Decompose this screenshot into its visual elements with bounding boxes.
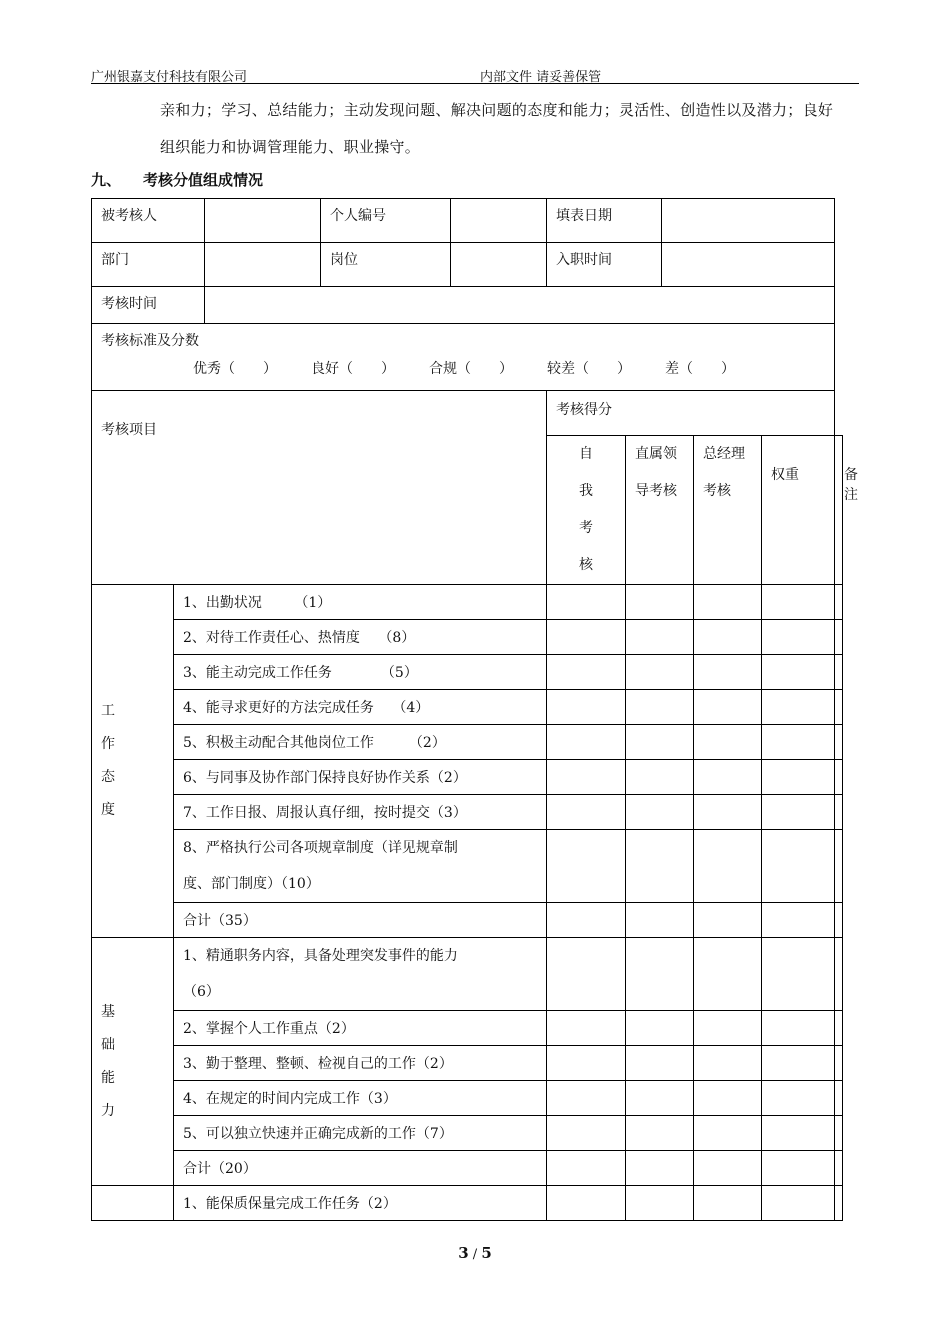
- score-cell[interactable]: [835, 620, 843, 655]
- score-cell[interactable]: [694, 760, 762, 795]
- self-assessment-header: 自 我 考 核: [547, 436, 626, 585]
- score-cell[interactable]: [626, 620, 694, 655]
- attitude-row-3: [92, 655, 843, 690]
- score-cell[interactable]: [547, 938, 626, 1011]
- item-header: 考核项目: [92, 391, 547, 585]
- info-row-2: [92, 243, 843, 287]
- label-appraisal-time: 考核时间: [92, 287, 205, 324]
- score-cell[interactable]: [694, 903, 762, 938]
- standard-row: [92, 324, 843, 391]
- attitude-item-1: 1、出勤状况 （1）: [174, 585, 547, 620]
- score-cell[interactable]: [626, 938, 694, 1011]
- next-item-1: 1、能保质保量完成工作任务（2）: [174, 1186, 547, 1221]
- score-cell[interactable]: [835, 903, 843, 938]
- score-cell[interactable]: [626, 690, 694, 725]
- score-cell[interactable]: [835, 1116, 843, 1151]
- company-name: 广州银嘉支付科技有限公司: [91, 70, 248, 85]
- attitude-row-6: [92, 760, 843, 795]
- attitude-item-5: 5、积极主动配合其他岗位工作 （2）: [174, 725, 547, 760]
- ability-item-2: 2、掌握个人工作重点（2）: [174, 1011, 547, 1046]
- score-cell[interactable]: [762, 620, 835, 655]
- score-cell[interactable]: [762, 795, 835, 830]
- ability-row-3: [92, 1046, 843, 1081]
- score-cell[interactable]: [626, 1046, 694, 1081]
- label-fill-date: 填表日期: [547, 199, 662, 243]
- appraisee-field[interactable]: [205, 199, 321, 243]
- score-cell[interactable]: [762, 830, 835, 903]
- gm-assessment-header: 总经理 考核: [694, 436, 762, 585]
- score-cell[interactable]: [762, 1081, 835, 1116]
- ability-item-1: 1、精通职务内容，具备处理突发事件的能力 （6）: [174, 938, 547, 1011]
- option-poor[interactable]: 较差（ ）: [547, 361, 631, 377]
- score-cell[interactable]: [547, 1046, 626, 1081]
- score-cell[interactable]: [762, 1151, 835, 1186]
- score-cell[interactable]: [762, 938, 835, 1011]
- score-cell[interactable]: [835, 585, 843, 620]
- score-cell[interactable]: [762, 903, 835, 938]
- category-next: [92, 1186, 174, 1221]
- score-cell[interactable]: [547, 903, 626, 938]
- category-ability: 基 础 能 力: [92, 938, 174, 1186]
- appraisal-table: [91, 198, 859, 1221]
- score-cell[interactable]: [626, 760, 694, 795]
- score-cell[interactable]: [762, 1011, 835, 1046]
- option-good[interactable]: 良好（ ）: [311, 361, 395, 377]
- score-cell[interactable]: [626, 903, 694, 938]
- remark-header: 备注: [835, 436, 843, 585]
- score-header-row: [92, 391, 843, 436]
- ability-row-4: [92, 1081, 843, 1116]
- score-cell[interactable]: [547, 1081, 626, 1116]
- score-cell[interactable]: [694, 620, 762, 655]
- score-cell[interactable]: [694, 725, 762, 760]
- time-row: [92, 287, 843, 324]
- score-cell[interactable]: [694, 655, 762, 690]
- score-cell[interactable]: [547, 690, 626, 725]
- ability-item-4: 4、在规定的时间内完成工作（3）: [174, 1081, 547, 1116]
- score-cell[interactable]: [547, 725, 626, 760]
- header-divider: [91, 83, 859, 84]
- attitude-item-7: 7、工作日报、周报认真仔细，按时提交（3）: [174, 795, 547, 830]
- attitude-item-4: 4、能寻求更好的方法完成任务 （4）: [174, 690, 547, 725]
- confidential-notice: 内部文件 请妥善保管: [480, 70, 602, 85]
- score-cell[interactable]: [835, 938, 843, 1011]
- section-number: 九、: [91, 171, 122, 189]
- score-cell[interactable]: [547, 1151, 626, 1186]
- score-cell[interactable]: [694, 1011, 762, 1046]
- score-cell[interactable]: [547, 1186, 626, 1221]
- next-category-row-1: [92, 1186, 843, 1221]
- score-cell[interactable]: [835, 690, 843, 725]
- attitude-row-2: [92, 620, 843, 655]
- info-row-1: [92, 199, 843, 243]
- attitude-total-row: [92, 903, 843, 938]
- score-cell[interactable]: [835, 725, 843, 760]
- score-cell[interactable]: [835, 1081, 843, 1116]
- score-cell[interactable]: [547, 585, 626, 620]
- score-cell[interactable]: [626, 585, 694, 620]
- section-title-text: 考核分值组成情况: [143, 171, 264, 189]
- standard-label: 考核标准及分数: [101, 333, 199, 349]
- score-cell[interactable]: [547, 655, 626, 690]
- score-cell[interactable]: [694, 1116, 762, 1151]
- fill-date-field[interactable]: [662, 199, 835, 243]
- score-cell[interactable]: [694, 1186, 762, 1221]
- score-cell[interactable]: [626, 1116, 694, 1151]
- attitude-total: 合计（35）: [174, 903, 547, 938]
- score-cell[interactable]: [694, 585, 762, 620]
- score-cell[interactable]: [835, 795, 843, 830]
- ability-item-3: 3、勤于整理、整顿、检视自己的工作（2）: [174, 1046, 547, 1081]
- score-cell[interactable]: [626, 1186, 694, 1221]
- page-separator: /: [468, 1247, 482, 1262]
- score-cell[interactable]: [762, 760, 835, 795]
- intro-line-1: 亲和力；学习、总结能力；主动发现问题、解决问题的态度和能力；灵活性、创造性以及潜力；良好: [160, 101, 834, 119]
- ability-total: 合计（20）: [174, 1151, 547, 1186]
- option-compliant[interactable]: 合规（ ）: [429, 361, 513, 377]
- ability-total-row: [92, 1151, 843, 1186]
- page-number: [0, 1244, 950, 1262]
- hire-date-field[interactable]: [662, 243, 835, 287]
- label-hire-date: 入职时间: [547, 243, 662, 287]
- employee-id-field[interactable]: [451, 199, 547, 243]
- attitude-row-8: [92, 830, 843, 903]
- current-page: 3: [458, 1244, 469, 1262]
- score-cell[interactable]: [694, 938, 762, 1011]
- score-cell[interactable]: [694, 1046, 762, 1081]
- label-appraisee: 被考核人: [92, 199, 205, 243]
- attitude-row-5: [92, 725, 843, 760]
- intro-line-2: 组织能力和协调管理能力、职业操守。: [160, 138, 421, 156]
- score-cell[interactable]: [694, 830, 762, 903]
- score-cell[interactable]: [547, 1011, 626, 1046]
- score-cell[interactable]: [762, 585, 835, 620]
- total-pages: 5: [481, 1244, 492, 1262]
- score-cell[interactable]: [762, 1186, 835, 1221]
- score-cell[interactable]: [626, 1081, 694, 1116]
- attitude-item-2: 2、对待工作责任心、热情度 （8）: [174, 620, 547, 655]
- label-position: 岗位: [321, 243, 451, 287]
- score-header: 考核得分: [547, 391, 835, 436]
- score-cell[interactable]: [626, 1011, 694, 1046]
- score-cell[interactable]: [626, 830, 694, 903]
- score-cell[interactable]: [835, 760, 843, 795]
- score-cell[interactable]: [762, 655, 835, 690]
- score-cell[interactable]: [626, 795, 694, 830]
- score-cell[interactable]: [835, 1046, 843, 1081]
- score-cell[interactable]: [694, 1151, 762, 1186]
- score-cell[interactable]: [626, 725, 694, 760]
- score-cell[interactable]: [762, 725, 835, 760]
- attitude-row-1: [92, 585, 843, 620]
- attitude-item-6: 6、与同事及协作部门保持良好协作关系（2）: [174, 760, 547, 795]
- attitude-item-8: 8、严格执行公司各项规章制度（详见规章制 度、部门制度）（10）: [174, 830, 547, 903]
- score-cell[interactable]: [762, 690, 835, 725]
- score-cell[interactable]: [835, 655, 843, 690]
- weight-header: 权重: [762, 436, 835, 585]
- option-excellent[interactable]: 优秀（ ）: [193, 361, 277, 377]
- score-cell[interactable]: [835, 1186, 843, 1221]
- score-cell[interactable]: [835, 830, 843, 903]
- score-cell[interactable]: [694, 795, 762, 830]
- score-cell[interactable]: [547, 830, 626, 903]
- standard-cell: [92, 324, 835, 391]
- score-cell[interactable]: [762, 1046, 835, 1081]
- department-field[interactable]: [205, 243, 321, 287]
- score-cell[interactable]: [694, 1081, 762, 1116]
- score-cell[interactable]: [762, 1116, 835, 1151]
- score-cell[interactable]: [835, 1011, 843, 1046]
- score-cell[interactable]: [547, 620, 626, 655]
- section-title: [91, 169, 263, 190]
- label-employee-id: 个人编号: [321, 199, 451, 243]
- score-cell[interactable]: [547, 760, 626, 795]
- ability-row-2: [92, 1011, 843, 1046]
- attitude-item-3: 3、能主动完成工作任务 （5）: [174, 655, 547, 690]
- ability-item-5: 5、可以独立快速并正确完成新的工作（7）: [174, 1116, 547, 1151]
- category-attitude: 工 作 态 度: [92, 585, 174, 938]
- score-cell[interactable]: [547, 1116, 626, 1151]
- position-field[interactable]: [451, 243, 547, 287]
- score-cell[interactable]: [835, 1151, 843, 1186]
- label-department: 部门: [92, 243, 205, 287]
- attitude-row-4: [92, 690, 843, 725]
- score-cell[interactable]: [626, 655, 694, 690]
- ability-row-5: [92, 1116, 843, 1151]
- score-cell[interactable]: [626, 1151, 694, 1186]
- attitude-row-7: [92, 795, 843, 830]
- score-cell[interactable]: [547, 795, 626, 830]
- grade-options: [193, 358, 825, 378]
- option-bad[interactable]: 差（ ）: [665, 361, 735, 377]
- leader-assessment-header: 直属领 导考核: [626, 436, 694, 585]
- appraisal-time-field[interactable]: [205, 287, 835, 324]
- score-cell[interactable]: [694, 690, 762, 725]
- ability-row-1: [92, 938, 843, 1011]
